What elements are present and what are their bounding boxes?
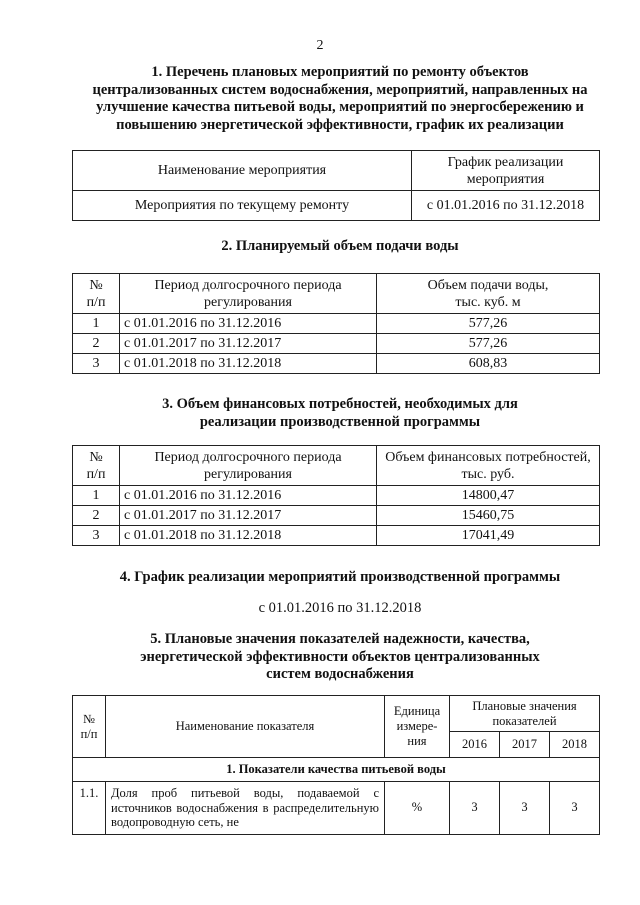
activities-table [72,150,600,221]
page-number: 2 [316,38,324,53]
table-header-row [73,696,600,732]
col-number [73,696,106,758]
header-label: График реализации [447,154,564,170]
section5-title-line: 5. Плановые значения показателей надежности, качества, [150,631,530,647]
header-label: п/п [86,294,106,310]
row-value: 15460,75 [377,506,600,526]
header-label: № [89,449,103,465]
section1-title [60,64,620,134]
row-number: 3 [73,526,120,546]
table-row [73,191,600,221]
row-period: с 01.01.2016 по 31.12.2016 [120,314,377,334]
table-header-row [73,151,600,191]
group-header-row [73,758,600,782]
table-row [73,486,600,506]
section3-title [60,396,620,431]
header-label: мероприятия [466,171,545,187]
header-label: Объем финансовых потребностей, [385,449,591,465]
table-row [73,506,600,526]
header-label: № [83,711,95,726]
activity-schedule-cell: с 01.01.2016 по 31.12.2018 [412,191,600,221]
row-number: 2 [73,334,120,354]
col-planned-values [450,696,600,732]
section2-title: 2. Планируемый объем подачи воды [221,238,459,254]
header-label: Наименование показателя [175,719,315,733]
row-period: с 01.01.2018 по 31.12.2018 [120,354,377,374]
header-label: ния [407,734,427,748]
table-row [73,782,600,835]
col-number [73,446,120,486]
col-volume [377,274,600,314]
col-indicator-name [106,696,385,758]
section3-title-line: реализации производственной программы [199,413,481,430]
row-unit: % [385,782,450,835]
header-label: измере- [396,719,438,733]
section1-title-line: централизованных систем водоснабжения, мероприятий, направленных на [92,81,588,98]
section4-title: 4. График реализации мероприятий производственной программы [119,569,561,585]
row-number: 1 [73,486,120,506]
header-label: показателей [492,713,557,728]
indicators-table [72,695,600,835]
section4-period: с 01.01.2016 по 31.12.2018 [258,600,422,616]
row-number: 3 [73,354,120,374]
col-activity-name [73,151,412,191]
row-number: 1.1. [73,782,106,835]
header-label: п/п [80,726,98,741]
header-label: тыс. руб. [461,466,515,482]
section5-title-line: энергетической эффективности объектов централизованных [140,648,540,665]
header-label: регулирования [204,466,292,482]
header-label: тыс. куб. м [455,294,521,310]
row-period: с 01.01.2017 по 31.12.2017 [120,334,377,354]
col-number [73,274,120,314]
row-value-2016: 3 [450,782,500,835]
header-label: Период долгосрочного периода [154,449,342,465]
col-period [120,274,377,314]
section1-title-line: улучшение качества питьевой воды, мероприятий по энергосбережению и [96,99,584,115]
financial-needs-table [72,445,600,546]
row-period: с 01.01.2017 по 31.12.2017 [120,506,377,526]
header-label: Наименование мероприятия [157,162,327,178]
row-value: 577,26 [377,314,600,334]
col-schedule [412,151,600,191]
table-row [73,334,600,354]
col-period [120,446,377,486]
header-label: Объем подачи воды, [427,277,549,293]
section5-title-line: систем водоснабжения [266,666,414,682]
table-row [73,314,600,334]
year-header: 2017 [499,732,549,758]
col-unit [385,696,450,758]
row-value-2017: 3 [499,782,549,835]
col-financial-needs [377,446,600,486]
year-header: 2018 [549,732,599,758]
row-period: с 01.01.2016 по 31.12.2016 [120,486,377,506]
row-indicator-name: Доля проб питьевой воды, подаваемой с источников водоснабжения в распределительную водопроводную сеть, не [106,782,385,835]
activity-name-cell: Мероприятия по текущему ремонту [73,191,412,221]
header-label: регулирования [204,294,292,310]
row-value: 608,83 [377,354,600,374]
section1-title-line: 1. Перечень плановых мероприятий по ремонту объектов [151,64,529,80]
header-label: Единица [393,704,441,718]
row-value: 14800,47 [377,486,600,506]
header-label: Период долгосрочного периода [154,277,342,293]
row-value-2018: 3 [549,782,599,835]
header-label: Плановые значения [472,698,577,713]
row-value: 577,26 [377,334,600,354]
table-row [73,526,600,546]
row-number: 1 [73,314,120,334]
group-title: 1. Показатели качества питьевой воды [73,758,600,782]
table-header-row [73,446,600,486]
table-row [73,354,600,374]
section3-title-line: 3. Объем финансовых потребностей, необходимых для [162,396,518,412]
header-label: № [89,277,103,293]
section5-title [60,631,620,684]
row-number: 2 [73,506,120,526]
year-header: 2016 [450,732,500,758]
header-label: п/п [86,466,106,482]
table-header-row [73,274,600,314]
row-value: 17041,49 [377,526,600,546]
row-period: с 01.01.2018 по 31.12.2018 [120,526,377,546]
section1-title-line: повышению энергетической эффективности, график их реализации [116,116,564,133]
water-supply-table [72,273,600,374]
